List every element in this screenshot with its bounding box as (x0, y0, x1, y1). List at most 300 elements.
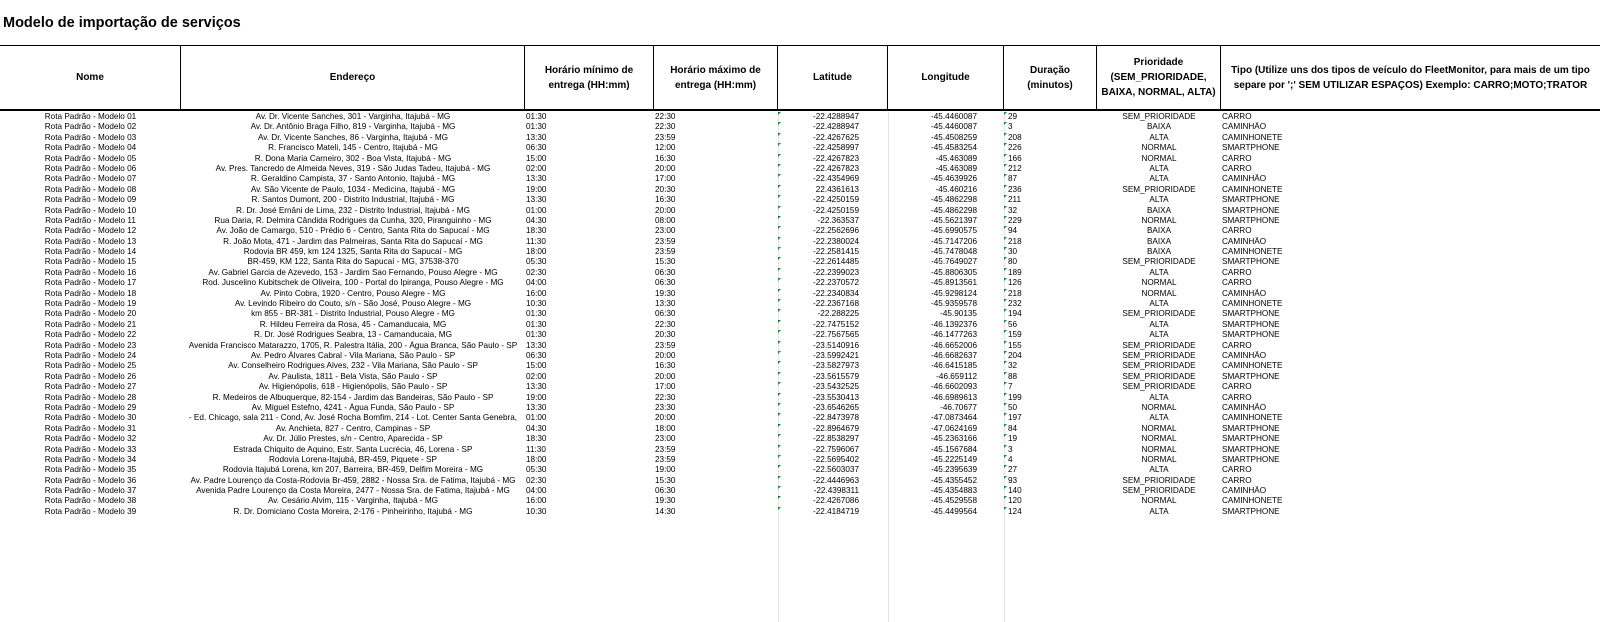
cell-duracao[interactable]: 29 (1004, 112, 1097, 122)
cell-tipo[interactable]: CAMINHONETE (1222, 496, 1283, 506)
cell-latitude[interactable]: -22.7596067 (778, 445, 888, 455)
cell-prioridade[interactable]: ALTA (1149, 195, 1169, 205)
cell-longitude[interactable]: -45.1567684 (931, 444, 977, 454)
cell-duracao[interactable]: 166 (1004, 154, 1097, 164)
cell-horario-minimo[interactable]: 13:30 (526, 402, 547, 412)
cell-prioridade[interactable]: ALTA (1149, 299, 1169, 309)
cell-tipo[interactable]: CAMINHONETE (1222, 247, 1283, 257)
cell-horario-minimo[interactable]: 04:30 (526, 215, 547, 225)
cell-endereco[interactable]: R. Medeiros de Albuquerque, 82-154 - Jardim das Bandeiras, São Paulo - SP (212, 392, 494, 402)
cell-tipo[interactable]: CAMINHÃO (1222, 350, 1267, 360)
cell-nome[interactable]: Rota Padrão - Modelo 07 (44, 174, 137, 184)
cell-horario-minimo[interactable]: 01:30 (526, 309, 547, 319)
cell-endereco[interactable]: Av. Dr. Júlio Prestes, s/n - Centro, Aparecida - SP (263, 434, 443, 444)
cell-horario-minimo[interactable]: 05:30 (526, 465, 547, 475)
cell-latitude[interactable]: -22.5695402 (778, 455, 888, 465)
cell-nome[interactable]: Rota Padrão - Modelo 13 (44, 236, 137, 246)
cell-nome[interactable]: Rota Padrão - Modelo 18 (44, 288, 137, 298)
cell-horario-minimo[interactable]: 16:00 (526, 288, 547, 298)
cell-endereco[interactable]: Avenida Padre Lourenço da Costa Moreira, 2477 - Nossa Sra. de Fatima, Itajubá - MG (196, 486, 510, 496)
cell-endereco[interactable]: Rua Daria, R. Delmira Cândida Rodrigues da Cunha, 320, Piranguinho - MG (214, 215, 492, 225)
cell-tipo[interactable]: CAMINHÃO (1222, 486, 1267, 496)
cell-tipo[interactable]: CARRO (1222, 226, 1252, 236)
cell-prioridade[interactable]: ALTA (1149, 413, 1169, 423)
cell-prioridade[interactable]: SEM_PRIORIDADE (1122, 350, 1196, 360)
cell-latitude[interactable]: 22.4361613 (778, 185, 888, 195)
cell-longitude[interactable]: -46.6989613 (931, 392, 977, 402)
cell-latitude[interactable]: -22.8964679 (778, 424, 888, 434)
cell-endereco[interactable]: Av. Pres. Tancredo de Almeida Neves, 319 - São Judas Tadeu, Itajubá - MG (215, 163, 491, 173)
cell-latitude[interactable]: -22.4258997 (778, 143, 888, 153)
cell-duracao[interactable]: 232 (1004, 299, 1097, 309)
cell-horario-maximo[interactable]: 22:30 (655, 112, 676, 121)
cell-prioridade[interactable]: SEM_PRIORIDADE (1122, 184, 1196, 194)
cell-horario-maximo[interactable]: 12:00 (655, 143, 676, 153)
cell-nome[interactable]: Rota Padrão - Modelo 17 (44, 278, 137, 288)
cell-horario-minimo[interactable]: 18:00 (526, 247, 547, 257)
cell-prioridade[interactable]: SEM_PRIORIDADE (1122, 112, 1196, 121)
cell-longitude[interactable]: -45.4499564 (931, 506, 977, 516)
header-latitude[interactable]: Latitude (778, 46, 888, 109)
cell-endereco[interactable]: R. Dona Maria Carneiro, 302 - Boa Vista, Itajubá - MG (254, 153, 452, 163)
cell-nome[interactable]: Rota Padrão - Modelo 38 (44, 496, 137, 506)
cell-latitude[interactable]: -22.4267823 (778, 154, 888, 164)
cell-endereco[interactable]: R. Santos Dumont, 200 - Distrito Industrial, Itajubá - MG (251, 195, 455, 205)
cell-nome[interactable]: Rota Padrão - Modelo 09 (44, 195, 137, 205)
cell-nome[interactable]: Rota Padrão - Modelo 11 (45, 215, 136, 225)
cell-duracao[interactable]: 50 (1004, 403, 1097, 413)
cell-horario-maximo[interactable]: 23:00 (655, 434, 676, 444)
cell-endereco[interactable]: Av. Paulista, 1811 - Bela Vista, São Paulo - SP (268, 371, 438, 381)
cell-latitude[interactable]: -23.5615579 (778, 372, 888, 382)
cell-horario-maximo[interactable]: 23:59 (655, 454, 676, 464)
cell-longitude[interactable]: -45.2363166 (931, 434, 977, 444)
cell-latitude[interactable]: -22.2340834 (778, 289, 888, 299)
cell-horario-minimo[interactable]: 01:00 (526, 205, 547, 215)
cell-duracao[interactable]: 236 (1004, 185, 1097, 195)
cell-prioridade[interactable]: ALTA (1149, 392, 1169, 402)
cell-endereco[interactable]: R. Geraldino Campista, 37 - Santo Antonio, Itajubá - MG (250, 174, 456, 184)
cell-horario-minimo[interactable]: 18:30 (526, 434, 547, 444)
cell-endereco[interactable]: Av. Dr. Antônio Braga Filho, 819 - Varginha, Itajubá - MG (250, 122, 456, 132)
cell-prioridade[interactable]: NORMAL (1141, 423, 1177, 433)
cell-endereco[interactable]: R. Hildeu Ferreira da Rosa, 45 - Camanducaia, MG (259, 319, 447, 329)
cell-latitude[interactable]: -22.7567565 (778, 330, 888, 340)
cell-horario-maximo[interactable]: 20:30 (655, 184, 676, 194)
cell-duracao[interactable]: 155 (1004, 341, 1097, 351)
title-row[interactable] (0, 0, 1600, 46)
cell-prioridade[interactable]: ALTA (1149, 330, 1169, 340)
cell-endereco[interactable]: Rod. Juscelino Kubitschek de Oliveira, 100 - Portal do Ipiranga, Pouso Alegre - MG (202, 278, 504, 288)
cell-tipo[interactable]: SMARTPHONE (1222, 330, 1280, 340)
cell-tipo[interactable]: SMARTPHONE (1222, 506, 1280, 516)
cell-horario-minimo[interactable]: 02:00 (526, 163, 547, 173)
cell-prioridade[interactable]: NORMAL (1141, 444, 1177, 454)
cell-endereco[interactable]: R. João Mota, 471 - Jardim das Palmeiras, Santa Rita do Sapucaí - MG (223, 236, 483, 246)
cell-duracao[interactable]: 194 (1004, 309, 1097, 319)
cell-horario-maximo[interactable]: 16:30 (655, 361, 676, 371)
cell-nome[interactable]: Rota Padrão - Modelo 27 (44, 382, 137, 392)
header-prioridade[interactable]: Prioridade (SEM_PRIORIDADE, BAIXA, NORMAL, ALTA) (1097, 46, 1221, 109)
cell-tipo[interactable]: CAMINHÃO (1222, 122, 1267, 132)
cell-nome[interactable]: Rota Padrão - Modelo 31 (44, 423, 137, 433)
cell-duracao[interactable]: 140 (1004, 486, 1097, 496)
cell-horario-maximo[interactable]: 23:30 (655, 402, 676, 412)
cell-duracao[interactable]: 30 (1004, 247, 1097, 257)
cell-latitude[interactable]: -22.4398311 (778, 486, 888, 496)
cell-duracao[interactable]: 3 (1004, 445, 1097, 455)
cell-duracao[interactable]: 32 (1004, 206, 1097, 216)
cell-latitude[interactable]: -22.2399023 (778, 268, 888, 278)
cell-tipo[interactable]: SMARTPHONE (1222, 423, 1280, 433)
cell-longitude[interactable]: -45.5621397 (931, 215, 977, 225)
cell-endereco[interactable]: Av. Dr. Vicente Sanches, 86 - Varginha, Itajubá - MG (257, 132, 449, 142)
cell-duracao[interactable]: 126 (1004, 278, 1097, 288)
cell-tipo[interactable]: SMARTPHONE (1222, 257, 1280, 267)
cell-horario-minimo[interactable]: 15:00 (526, 361, 547, 371)
cell-endereco[interactable]: Av. Cesário Alvim, 115 - Varginha, Itajubá - MG (267, 496, 439, 506)
cell-prioridade[interactable]: BAIXA (1146, 226, 1172, 236)
cell-duracao[interactable]: 84 (1004, 424, 1097, 434)
cell-nome[interactable]: Rota Padrão - Modelo 35 (44, 465, 137, 475)
cell-latitude[interactable]: -23.5432525 (778, 382, 888, 392)
cell-tipo[interactable]: CAMINHÃO (1222, 288, 1267, 298)
cell-longitude[interactable]: -46.1477263 (931, 330, 977, 340)
cell-latitude[interactable]: -22.2614485 (778, 257, 888, 267)
cell-endereco[interactable]: Rodovia BR 459, km 124 1325, Santa Rita do Sapucaí - MG (243, 247, 463, 257)
cell-nome[interactable]: Rota Padrão - Modelo 24 (44, 350, 137, 360)
cell-latitude[interactable]: -22.5603037 (778, 465, 888, 475)
cell-tipo[interactable]: SMARTPHONE (1222, 454, 1280, 464)
cell-tipo[interactable]: CAMINHÃO (1222, 402, 1267, 412)
cell-duracao[interactable]: 88 (1004, 372, 1097, 382)
cell-tipo[interactable]: SMARTPHONE (1222, 309, 1280, 319)
cell-endereco[interactable]: R. Dr. Domiciano Costa Moreira, 2-176 - Pinheirinho, Itajubá - MG (233, 506, 473, 516)
cell-longitude[interactable]: -45.8913561 (931, 278, 977, 288)
cell-latitude[interactable]: -22.288225 (778, 309, 888, 319)
cell-latitude[interactable]: -23.5827973 (778, 361, 888, 371)
cell-horario-minimo[interactable]: 06:30 (526, 143, 547, 153)
cell-duracao[interactable]: 204 (1004, 351, 1097, 361)
cell-duracao[interactable]: 7 (1004, 382, 1097, 392)
cell-tipo[interactable]: CAMINHÃO (1222, 236, 1267, 246)
cell-prioridade[interactable]: NORMAL (1141, 434, 1177, 444)
cell-endereco[interactable]: Rodovia Itajubá Lorena, km 207, Barreira, BR-459, Delfim Moreira - MG (222, 465, 484, 475)
cell-tipo[interactable]: CARRO (1222, 475, 1252, 485)
cell-nome[interactable]: Rota Padrão - Modelo 30 (44, 413, 137, 423)
cell-nome[interactable]: Rota Padrão - Modelo 01 (44, 112, 137, 121)
cell-latitude[interactable]: -22.4288947 (778, 112, 888, 122)
cell-longitude[interactable]: -45.8806305 (931, 267, 977, 277)
cell-horario-maximo[interactable]: 15:30 (655, 475, 676, 485)
cell-latitude[interactable]: -22.2370572 (778, 278, 888, 288)
cell-nome[interactable]: Rota Padrão - Modelo 04 (44, 143, 137, 153)
cell-horario-maximo[interactable]: 18:00 (655, 423, 676, 433)
cell-tipo[interactable]: CAMINHONETE (1222, 361, 1283, 371)
cell-horario-minimo[interactable]: 01:00 (526, 413, 547, 423)
cell-nome[interactable]: Rota Padrão - Modelo 23 (44, 340, 137, 350)
cell-horario-minimo[interactable]: 05:30 (526, 257, 547, 267)
cell-longitude[interactable]: -45.6990575 (931, 226, 977, 236)
cell-prioridade[interactable]: BAIXA (1146, 205, 1172, 215)
cell-duracao[interactable]: 80 (1004, 257, 1097, 267)
cell-horario-maximo[interactable]: 22:30 (655, 392, 676, 402)
cell-endereco[interactable]: Av. São Vicente de Paulo, 1034 - Medicina, Itajubá - MG (250, 184, 456, 194)
cell-horario-maximo[interactable]: 22:30 (655, 122, 676, 132)
cell-horario-minimo[interactable]: 06:30 (526, 350, 547, 360)
cell-longitude[interactable]: -45.9359578 (931, 299, 977, 309)
header-endereco[interactable]: Endereço (181, 46, 525, 109)
cell-prioridade[interactable]: NORMAL (1141, 215, 1177, 225)
cell-horario-maximo[interactable]: 23:59 (655, 340, 676, 350)
cell-latitude[interactable]: -22.4288947 (778, 122, 888, 132)
cell-nome[interactable]: Rota Padrão - Modelo 28 (44, 392, 137, 402)
cell-tipo[interactable]: CARRO (1222, 340, 1252, 350)
cell-prioridade[interactable]: SEM_PRIORIDADE (1122, 257, 1196, 267)
cell-prioridade[interactable]: SEM_PRIORIDADE (1122, 361, 1196, 371)
cell-horario-maximo[interactable]: 20:00 (655, 163, 676, 173)
cell-duracao[interactable]: 120 (1004, 496, 1097, 506)
cell-horario-minimo[interactable]: 15:00 (526, 153, 547, 163)
cell-duracao[interactable]: 229 (1004, 216, 1097, 226)
cell-horario-minimo[interactable]: 13:30 (526, 382, 547, 392)
cell-endereco[interactable]: Av. Anchieta, 827 - Centro, Campinas - SP (275, 423, 431, 433)
cell-latitude[interactable]: -22.2380024 (778, 237, 888, 247)
cell-horario-maximo[interactable]: 22:30 (655, 319, 676, 329)
cell-prioridade[interactable]: ALTA (1149, 163, 1169, 173)
cell-horario-maximo[interactable]: 23:59 (655, 132, 676, 142)
cell-longitude[interactable]: -45.7478048 (931, 247, 977, 257)
cell-horario-minimo[interactable]: 18:30 (526, 226, 547, 236)
cell-horario-maximo[interactable]: 23:59 (655, 236, 676, 246)
cell-duracao[interactable]: 208 (1004, 133, 1097, 143)
cell-tipo[interactable]: SMARTPHONE (1222, 319, 1280, 329)
cell-horario-minimo[interactable]: 13:30 (526, 195, 547, 205)
cell-horario-minimo[interactable]: 02:30 (526, 267, 547, 277)
cell-prioridade[interactable]: ALTA (1149, 465, 1169, 475)
cell-horario-maximo[interactable]: 19:00 (655, 465, 676, 475)
cell-tipo[interactable]: CARRO (1222, 382, 1252, 392)
cell-duracao[interactable]: 4 (1004, 455, 1097, 465)
cell-horario-maximo[interactable]: 08:00 (655, 215, 676, 225)
cell-latitude[interactable]: -23.5530413 (778, 393, 888, 403)
cell-nome[interactable]: Rota Padrão - Modelo 10 (44, 205, 137, 215)
cell-horario-minimo[interactable]: 10:30 (526, 506, 547, 516)
cell-nome[interactable]: Rota Padrão - Modelo 22 (44, 330, 137, 340)
cell-prioridade[interactable]: SEM_PRIORIDADE (1122, 382, 1196, 392)
cell-prioridade[interactable]: SEM_PRIORIDADE (1122, 309, 1196, 319)
cell-endereco[interactable]: Av. Padre Lourenço da Costa-Rodovia Br-459, 2882 - Nossa Sra. de Fatima, Itajubá - MG (190, 475, 516, 485)
cell-horario-maximo[interactable]: 13:30 (655, 299, 676, 309)
cell-tipo[interactable]: CARRO (1222, 278, 1252, 288)
cell-nome[interactable]: Rota Padrão - Modelo 33 (44, 444, 137, 454)
header-nome[interactable]: Nome (0, 46, 181, 109)
cell-nome[interactable]: Rota Padrão - Modelo 08 (44, 184, 137, 194)
cell-latitude[interactable]: -23.5992421 (778, 351, 888, 361)
cell-longitude[interactable]: -45.463089 (935, 153, 977, 163)
cell-horario-maximo[interactable]: 17:00 (655, 174, 676, 184)
cell-endereco[interactable]: Avenida Francisco Matarazzo, 1705, R. Palestra Itália, 200 - Água Branca, São Paulo - SP (188, 340, 518, 350)
cell-tipo[interactable]: CARRO (1222, 267, 1252, 277)
cell-horario-minimo[interactable]: 04:00 (526, 486, 547, 496)
cell-duracao[interactable]: 218 (1004, 289, 1097, 299)
cell-horario-minimo[interactable]: 19:00 (526, 392, 547, 402)
cell-endereco[interactable]: Av. Higienópolis, 618 - Higienópolis, São Paulo - SP (258, 382, 448, 392)
cell-endereco[interactable]: Rodovia Lorena-Itajubá, BR-459, Piquete - SP (269, 454, 437, 464)
cell-nome[interactable]: Rota Padrão - Modelo 02 (44, 122, 137, 132)
cell-longitude[interactable]: -46.6602093 (931, 382, 977, 392)
cell-nome[interactable]: Rota Padrão - Modelo 21 (44, 319, 137, 329)
cell-horario-maximo[interactable]: 20:00 (655, 350, 676, 360)
cell-prioridade[interactable]: NORMAL (1141, 143, 1177, 153)
cell-horario-minimo[interactable]: 13:30 (526, 340, 547, 350)
cell-horario-minimo[interactable]: 19:00 (526, 184, 547, 194)
cell-longitude[interactable]: -45.4508259 (931, 132, 977, 142)
cell-duracao[interactable]: 94 (1004, 226, 1097, 236)
cell-duracao[interactable]: 124 (1004, 507, 1097, 517)
cell-latitude[interactable]: -22.2581415 (778, 247, 888, 257)
cell-endereco[interactable]: Av. Dr. Vicente Sanches, 301 - Varginha, Itajubá - MG (255, 112, 451, 121)
cell-endereco[interactable]: Av. Gabriel Garcia de Azevedo, 153 - Jardim Sao Fernando, Pouso Alegre - MG (208, 267, 498, 277)
cell-horario-minimo[interactable]: 11:30 (526, 444, 546, 454)
cell-prioridade[interactable]: NORMAL (1141, 278, 1177, 288)
cell-longitude[interactable]: -45.4460087 (931, 112, 977, 121)
cell-tipo[interactable]: SMARTPHONE (1222, 205, 1280, 215)
cell-endereco[interactable]: - Ed. Chicago, sala 211 - Cond, Av. José Rocha Bomfim, 214 - Lot. Center Santa Genebra, (188, 413, 518, 423)
cell-prioridade[interactable]: ALTA (1149, 267, 1169, 277)
cell-tipo[interactable]: CAMINHONETE (1222, 299, 1283, 309)
cell-nome[interactable]: Rota Padrão - Modelo 06 (44, 163, 137, 173)
cell-horario-maximo[interactable]: 19:30 (655, 496, 676, 506)
cell-duracao[interactable]: 211 (1004, 195, 1097, 205)
cell-nome[interactable]: Rota Padrão - Modelo 14 (44, 247, 137, 257)
cell-horario-minimo[interactable]: 13:30 (526, 174, 547, 184)
cell-horario-maximo[interactable]: 15:30 (655, 257, 676, 267)
cell-horario-minimo[interactable]: 02:30 (526, 475, 547, 485)
cell-horario-maximo[interactable]: 20:30 (655, 330, 676, 340)
cell-longitude[interactable]: -45.4354883 (931, 486, 977, 496)
cell-endereco[interactable]: Av. Conselheiro Rodrigues Alves, 232 - Vila Mariana, São Paulo - SP (228, 361, 478, 371)
cell-horario-maximo[interactable]: 14:30 (655, 506, 676, 516)
cell-latitude[interactable]: -22.2367168 (778, 299, 888, 309)
cell-nome[interactable]: Rota Padrão - Modelo 26 (44, 371, 137, 381)
cell-longitude[interactable]: -45.2395639 (931, 465, 977, 475)
header-horario-minimo[interactable]: Horário mínimo de entrega (HH:mm) (525, 46, 654, 109)
cell-longitude[interactable]: -46.659112 (936, 371, 977, 381)
cell-latitude[interactable]: -22.4446963 (778, 476, 888, 486)
cell-longitude[interactable]: -46.6682637 (931, 350, 977, 360)
cell-tipo[interactable]: CARRO (1222, 392, 1252, 402)
cell-nome[interactable]: Rota Padrão - Modelo 03 (44, 132, 137, 142)
cell-longitude[interactable]: -47.0873464 (931, 413, 977, 423)
cell-tipo[interactable]: CAMINHONETE (1222, 184, 1283, 194)
cell-nome[interactable]: Rota Padrão - Modelo 19 (44, 299, 137, 309)
cell-horario-minimo[interactable]: 11:30 (526, 236, 546, 246)
cell-longitude[interactable]: -45.4583254 (931, 143, 977, 153)
cell-tipo[interactable]: CARRO (1222, 465, 1252, 475)
cell-horario-minimo[interactable]: 01:30 (526, 112, 547, 121)
cell-prioridade[interactable]: BAIXA (1146, 247, 1172, 257)
cell-endereco[interactable]: Estrada Chiquito de Aquino, Estr. Santa Lucrécia, 46, Lorena - SP (233, 444, 473, 454)
cell-latitude[interactable]: -22.4250159 (778, 195, 888, 205)
cell-longitude[interactable]: -45.7649027 (931, 257, 977, 267)
cell-horario-minimo[interactable]: 13:30 (526, 132, 547, 142)
header-horario-maximo[interactable]: Horário máximo de entrega (HH:mm) (654, 46, 778, 109)
cell-horario-maximo[interactable]: 16:30 (655, 195, 676, 205)
cell-latitude[interactable]: -22.4267086 (778, 496, 888, 506)
cell-horario-minimo[interactable]: 02:00 (526, 371, 547, 381)
cell-tipo[interactable]: SMARTPHONE (1222, 195, 1280, 205)
cell-latitude[interactable]: -22.4250159 (778, 206, 888, 216)
cell-nome[interactable]: Rota Padrão - Modelo 15 (44, 257, 137, 267)
cell-nome[interactable]: Rota Padrão - Modelo 25 (44, 361, 137, 371)
cell-endereco[interactable]: BR-459, KM 122, Santa Rita do Sapucaí - MG, 37538-370 (247, 257, 459, 267)
cell-longitude[interactable]: -46.1392376 (931, 319, 977, 329)
cell-endereco[interactable]: Av. Pinto Cobra, 1920 - Centro, Pouso Alegre - MG (260, 288, 446, 298)
cell-nome[interactable]: Rota Padrão - Modelo 05 (44, 153, 137, 163)
cell-endereco[interactable]: R. Francisco Mateli, 145 - Centro, Itajubá - MG (268, 143, 438, 153)
cell-horario-minimo[interactable]: 10:30 (526, 299, 547, 309)
cell-horario-maximo[interactable]: 06:30 (655, 278, 676, 288)
cell-endereco[interactable]: R. Dr. José Rodrigues Seabra, 13 - Camanducaia, MG (254, 330, 452, 340)
cell-latitude[interactable]: -22.4267625 (778, 133, 888, 143)
cell-latitude[interactable]: -22.8473978 (778, 413, 888, 423)
cell-duracao[interactable]: 199 (1004, 393, 1097, 403)
cell-nome[interactable]: Rota Padrão - Modelo 36 (44, 475, 137, 485)
cell-nome[interactable]: Rota Padrão - Modelo 29 (44, 402, 137, 412)
cell-latitude[interactable]: -22.4354969 (778, 174, 888, 184)
cell-duracao[interactable]: 87 (1004, 174, 1097, 184)
cell-horario-maximo[interactable]: 06:30 (655, 267, 676, 277)
cell-longitude[interactable]: -45.4529558 (931, 496, 977, 506)
cell-nome[interactable]: Rota Padrão - Modelo 34 (44, 454, 137, 464)
cell-latitude[interactable]: -22.2562696 (778, 226, 888, 236)
cell-prioridade[interactable]: ALTA (1149, 319, 1169, 329)
cell-horario-minimo[interactable]: 16:00 (526, 496, 547, 506)
cell-horario-maximo[interactable]: 23:00 (655, 226, 676, 236)
cell-longitude[interactable]: -45.4862298 (931, 195, 977, 205)
cell-prioridade[interactable]: NORMAL (1141, 402, 1177, 412)
cell-duracao[interactable]: 27 (1004, 465, 1097, 475)
cell-tipo[interactable]: CAMINHONETE (1222, 413, 1283, 423)
cell-horario-maximo[interactable]: 23:59 (655, 444, 676, 454)
cell-horario-minimo[interactable]: 01:30 (526, 319, 547, 329)
cell-duracao[interactable]: 3 (1004, 122, 1097, 132)
cell-tipo[interactable]: SMARTPHONE (1222, 444, 1280, 454)
cell-duracao[interactable]: 189 (1004, 268, 1097, 278)
cell-prioridade[interactable]: BAIXA (1146, 236, 1172, 246)
cell-nome[interactable]: Rota Padrão - Modelo 32 (44, 434, 137, 444)
cell-latitude[interactable]: -22.4267823 (778, 164, 888, 174)
cell-prioridade[interactable]: NORMAL (1141, 454, 1177, 464)
cell-duracao[interactable]: 19 (1004, 434, 1097, 444)
cell-tipo[interactable]: SMARTPHONE (1222, 434, 1280, 444)
cell-horario-maximo[interactable]: 19:30 (655, 288, 676, 298)
cell-latitude[interactable]: -22.8538297 (778, 434, 888, 444)
cell-endereco[interactable]: Av. Miguel Estefno, 4241 - Água Funda, São Paulo - SP (251, 402, 455, 412)
cell-horario-maximo[interactable]: 20:00 (655, 205, 676, 215)
cell-duracao[interactable]: 159 (1004, 330, 1097, 340)
cell-duracao[interactable]: 212 (1004, 164, 1097, 174)
cell-horario-minimo[interactable]: 01:30 (526, 122, 547, 132)
cell-prioridade[interactable]: NORMAL (1141, 288, 1177, 298)
cell-nome[interactable]: Rota Padrão - Modelo 12 (44, 226, 137, 236)
cell-longitude[interactable]: -45.7147206 (931, 236, 977, 246)
header-duracao[interactable]: Duração (minutos) (1004, 46, 1097, 109)
cell-endereco[interactable]: km 855 - BR-381 - Distrito Industrial, Pouso Alegre - MG (251, 309, 455, 319)
cell-prioridade[interactable]: SEM_PRIORIDADE (1122, 486, 1196, 496)
cell-horario-maximo[interactable]: 20:00 (655, 413, 676, 423)
